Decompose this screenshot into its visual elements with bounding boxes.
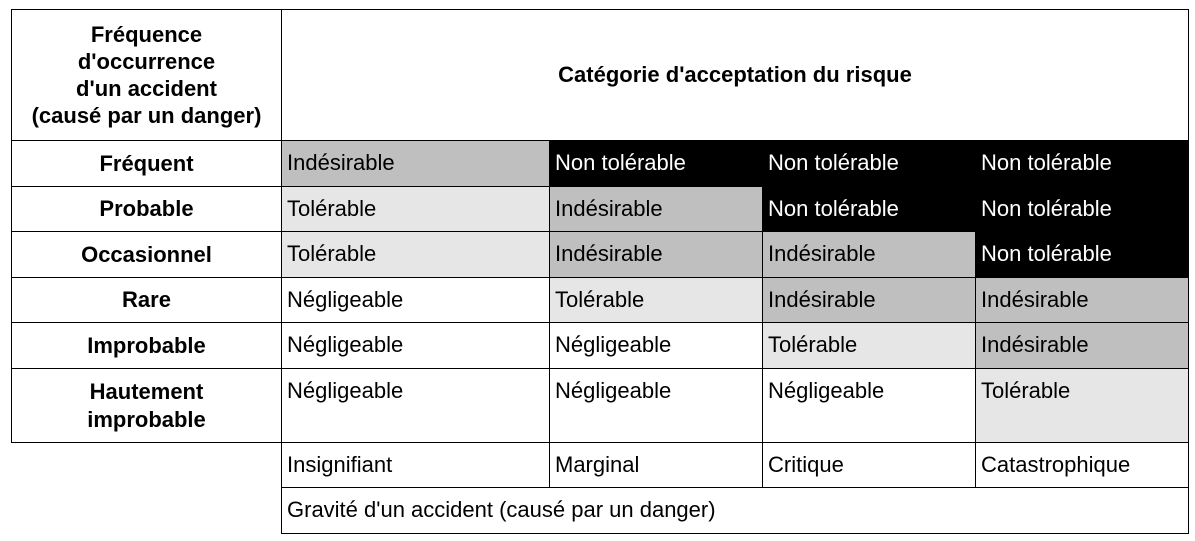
matrix-cell: Négligeable [281, 277, 550, 323]
matrix-cell: Tolérable [762, 322, 976, 369]
matrix-cell: Non tolérable [975, 231, 1189, 278]
matrix-cell: Indésirable [762, 277, 976, 323]
matrix-cell: Non tolérable [975, 140, 1189, 187]
matrix-cell: Non tolérable [975, 186, 1189, 232]
row-label-frequent: Fréquent [11, 140, 282, 187]
severity-label: Insignifiant [281, 442, 550, 488]
row-label-improbable: Improbable [11, 322, 282, 369]
matrix-cell: Tolérable [975, 368, 1189, 443]
severity-axis-label: Gravité d'un accident (causé par un danger) [281, 487, 1189, 534]
matrix-cell: Tolérable [549, 277, 763, 323]
matrix-cell: Indésirable [549, 231, 763, 278]
row-label-rare: Rare [11, 277, 282, 323]
matrix-cell: Non tolérable [762, 140, 976, 187]
matrix-cell: Indésirable [975, 277, 1189, 323]
severity-label: Marginal [549, 442, 763, 488]
matrix-cell: Négligeable [281, 322, 550, 369]
matrix-cell: Indésirable [975, 322, 1189, 369]
row-label-occasionnel: Occasionnel [11, 231, 282, 278]
matrix-cell: Négligeable [762, 368, 976, 443]
matrix-cell: Non tolérable [762, 186, 976, 232]
matrix-cell: Indésirable [762, 231, 976, 278]
matrix-cell: Tolérable [281, 231, 550, 278]
severity-label: Critique [762, 442, 976, 488]
matrix-cell: Tolérable [281, 186, 550, 232]
matrix-cell: Négligeable [549, 368, 763, 443]
matrix-cell: Indésirable [549, 186, 763, 232]
risk-category-header: Catégorie d'acceptation du risque [281, 9, 1189, 141]
severity-label: Catastrophique [975, 442, 1189, 488]
matrix-cell: Indésirable [281, 140, 550, 187]
row-label-probable: Probable [11, 186, 282, 232]
matrix-cell: Négligeable [549, 322, 763, 369]
row-label-hautement-improbable: Hautement improbable [11, 368, 282, 443]
matrix-cell: Négligeable [281, 368, 550, 443]
frequency-axis-header: Fréquence d'occurrence d'un accident (causé par un danger) [11, 9, 282, 141]
matrix-cell: Non tolérable [549, 140, 763, 187]
